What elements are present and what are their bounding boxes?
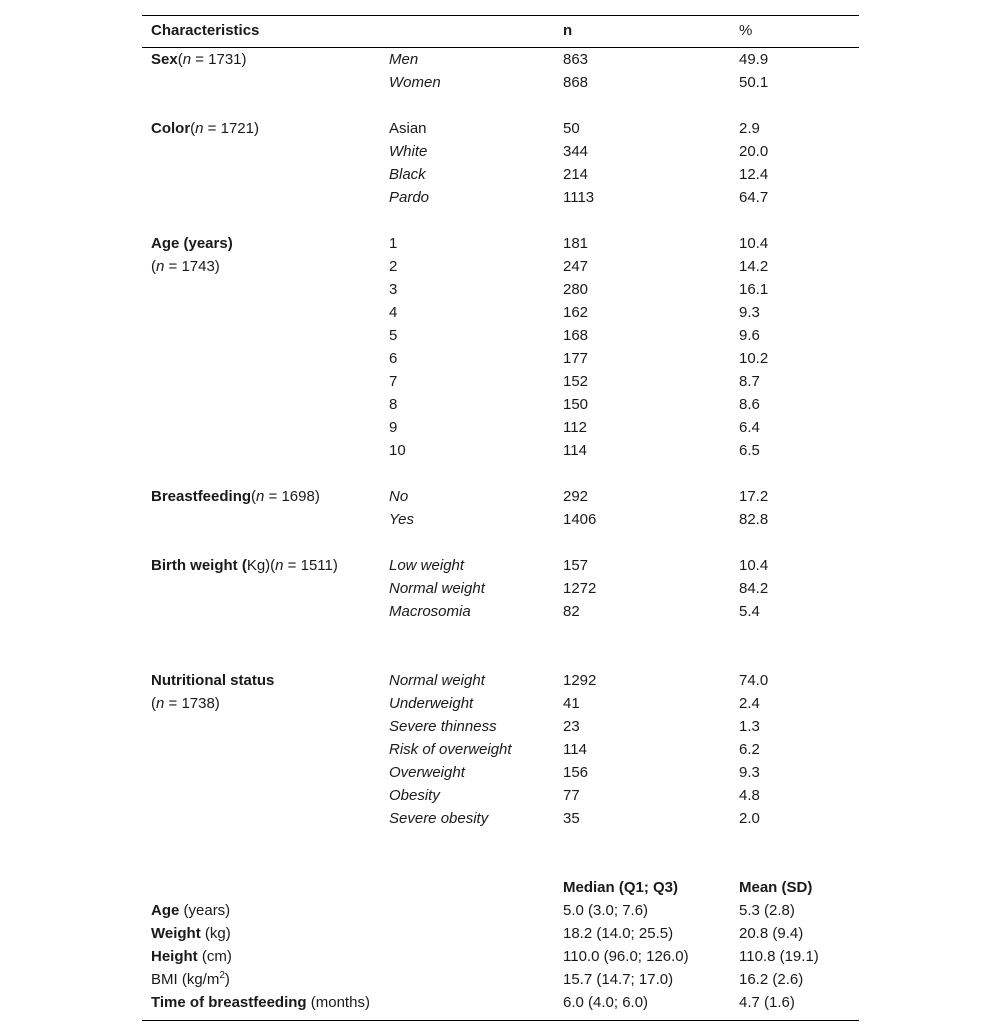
table-cell: 2.4 bbox=[739, 695, 760, 712]
table-cell: Pardo bbox=[389, 189, 430, 206]
table-cell: 2.0 bbox=[739, 810, 760, 827]
table-cell: 8.7 bbox=[739, 373, 760, 390]
table-cell: 5.3 (2.8) bbox=[739, 902, 795, 919]
table-cell: 8.6 bbox=[739, 396, 760, 413]
table-cell: 214 bbox=[563, 166, 589, 183]
table-cell: 50.1 bbox=[739, 74, 769, 91]
table-cell: 3 bbox=[389, 281, 398, 298]
age-label: Age (years) bbox=[151, 235, 233, 252]
table-cell: 6.0 (4.0; 6.0) bbox=[563, 994, 649, 1011]
table-cell: 64.7 bbox=[739, 189, 769, 206]
table-cell: 10 bbox=[389, 442, 406, 459]
table-cell: 6 bbox=[389, 350, 398, 367]
table-cell: 10.4 bbox=[739, 557, 769, 574]
table-cell: 9.6 bbox=[739, 327, 760, 344]
table-cell: 23 bbox=[563, 718, 580, 735]
table-cell: 1.3 bbox=[739, 718, 760, 735]
table-top-rule bbox=[142, 15, 859, 16]
table-cell: 8 bbox=[389, 396, 398, 413]
table-cell: 2.9 bbox=[739, 120, 760, 137]
table-cell: White bbox=[389, 143, 428, 160]
summary-breastfeeding-time-label: Time of breastfeeding (months) bbox=[151, 994, 370, 1011]
table-cell: Men bbox=[389, 51, 419, 68]
header-n: n bbox=[563, 22, 573, 39]
summary-weight-label: Weight (kg) bbox=[151, 925, 231, 942]
table-cell: 110.8 (19.1) bbox=[739, 948, 819, 965]
table-cell: 292 bbox=[563, 488, 589, 505]
table-cell: 162 bbox=[563, 304, 589, 321]
table-cell: 5.4 bbox=[739, 603, 760, 620]
table-cell: 12.4 bbox=[739, 166, 769, 183]
sex-label: Sex(n = 1731) bbox=[151, 51, 247, 68]
table-cell: Asian bbox=[389, 120, 427, 137]
table-cell: 9 bbox=[389, 419, 398, 436]
table-cell: 74.0 bbox=[739, 672, 769, 689]
table-cell: 16.2 (2.6) bbox=[739, 971, 804, 988]
table-cell: 7 bbox=[389, 373, 398, 390]
table-cell: 20.8 (9.4) bbox=[739, 925, 804, 942]
table-cell: 9.3 bbox=[739, 304, 760, 321]
table-cell: 344 bbox=[563, 143, 589, 160]
table-cell: 1272 bbox=[563, 580, 597, 597]
header-percent: % bbox=[739, 22, 753, 39]
table-cell: 114 bbox=[563, 741, 587, 758]
table-cell: 18.2 (14.0; 25.5) bbox=[563, 925, 674, 942]
table-cell: 49.9 bbox=[739, 51, 769, 68]
table-cell: 10.2 bbox=[739, 350, 769, 367]
table-cell: 10.4 bbox=[739, 235, 769, 252]
table-cell: 4 bbox=[389, 304, 398, 321]
header-mean: Mean (SD) bbox=[739, 879, 813, 896]
table-header-rule bbox=[142, 47, 859, 48]
table-cell: 16.1 bbox=[739, 281, 769, 298]
table-cell: 1406 bbox=[563, 511, 597, 528]
table-cell: No bbox=[389, 488, 409, 505]
table-cell: 110.0 (96.0; 126.0) bbox=[563, 948, 689, 965]
table-cell: Women bbox=[389, 74, 441, 91]
table-cell: 84.2 bbox=[739, 580, 769, 597]
table-cell: Low weight bbox=[389, 557, 465, 574]
table-cell: 157 bbox=[563, 557, 589, 574]
table-cell: 177 bbox=[563, 350, 589, 367]
table-cell: 168 bbox=[563, 327, 589, 344]
table-cell: Overweight bbox=[389, 764, 465, 781]
header-characteristics: Characteristics bbox=[151, 22, 260, 39]
summary-height-label: Height (cm) bbox=[151, 948, 232, 965]
table-cell: 114 bbox=[563, 442, 587, 459]
table-cell: 41 bbox=[563, 695, 580, 712]
table-cell: 82.8 bbox=[739, 511, 769, 528]
table-cell: Severe thinness bbox=[389, 718, 497, 735]
table-cell: 5 bbox=[389, 327, 398, 344]
table-cell: 17.2 bbox=[739, 488, 769, 505]
table-bottom-rule bbox=[142, 1020, 859, 1021]
summary-age-label: Age (years) bbox=[151, 902, 231, 919]
table-cell: 1113 bbox=[563, 189, 595, 206]
table-cell: 35 bbox=[563, 810, 580, 827]
table-cell: Black bbox=[389, 166, 426, 183]
table-cell: 868 bbox=[563, 74, 589, 91]
table-cell: 2 bbox=[389, 258, 398, 275]
age-n: (n = 1743) bbox=[151, 258, 220, 275]
table-cell: Obesity bbox=[389, 787, 440, 804]
table-cell: 6.2 bbox=[739, 741, 760, 758]
breastfeeding-label: Breastfeeding(n = 1698) bbox=[151, 488, 320, 505]
table-cell: 863 bbox=[563, 51, 589, 68]
table-cell: 15.7 (14.7; 17.0) bbox=[563, 971, 674, 988]
table-cell: 1 bbox=[389, 235, 398, 252]
table-cell: 6.4 bbox=[739, 419, 760, 436]
table-cell: 5.0 (3.0; 7.6) bbox=[563, 902, 649, 919]
table-cell: Normal weight bbox=[389, 672, 485, 689]
table-cell: 4.8 bbox=[739, 787, 760, 804]
nutritional-status-label: Nutritional status bbox=[151, 672, 275, 689]
table-cell: Underweight bbox=[389, 695, 474, 712]
table-cell: 4.7 (1.6) bbox=[739, 994, 795, 1011]
nutritional-status-n: (n = 1738) bbox=[151, 695, 220, 712]
header-median: Median (Q1; Q3) bbox=[563, 879, 679, 896]
table-cell: 77 bbox=[563, 787, 580, 804]
table-cell: 1292 bbox=[563, 672, 597, 689]
summary-bmi-label: BMI $(kg/m^2)$ bbox=[151, 970, 230, 988]
table-cell: 14.2 bbox=[739, 258, 769, 275]
table-cell: 112 bbox=[563, 419, 587, 436]
table-cell: 181 bbox=[563, 235, 589, 252]
table-cell: 280 bbox=[563, 281, 589, 298]
table-cell: 6.5 bbox=[739, 442, 760, 459]
table-cell: 82 bbox=[563, 603, 580, 620]
table-cell: 50 bbox=[563, 120, 580, 137]
table-cell: Severe obesity bbox=[389, 810, 489, 827]
color-label: Color(n = 1721) bbox=[151, 120, 259, 137]
birth-weight-label: Birth weight (Kg)(n = 1511) bbox=[151, 557, 338, 574]
table-cell: 9.3 bbox=[739, 764, 760, 781]
table-cell: 152 bbox=[563, 373, 589, 390]
table-cell: 150 bbox=[563, 396, 589, 413]
table-cell: Yes bbox=[389, 511, 415, 528]
table-cell: Macrosomia bbox=[389, 603, 471, 620]
table-cell: 20.0 bbox=[739, 143, 769, 160]
table-cell: Risk of overweight bbox=[389, 741, 512, 758]
table-cell: Normal weight bbox=[389, 580, 485, 597]
table-cell: 247 bbox=[563, 258, 589, 275]
table-cell: 156 bbox=[563, 764, 589, 781]
